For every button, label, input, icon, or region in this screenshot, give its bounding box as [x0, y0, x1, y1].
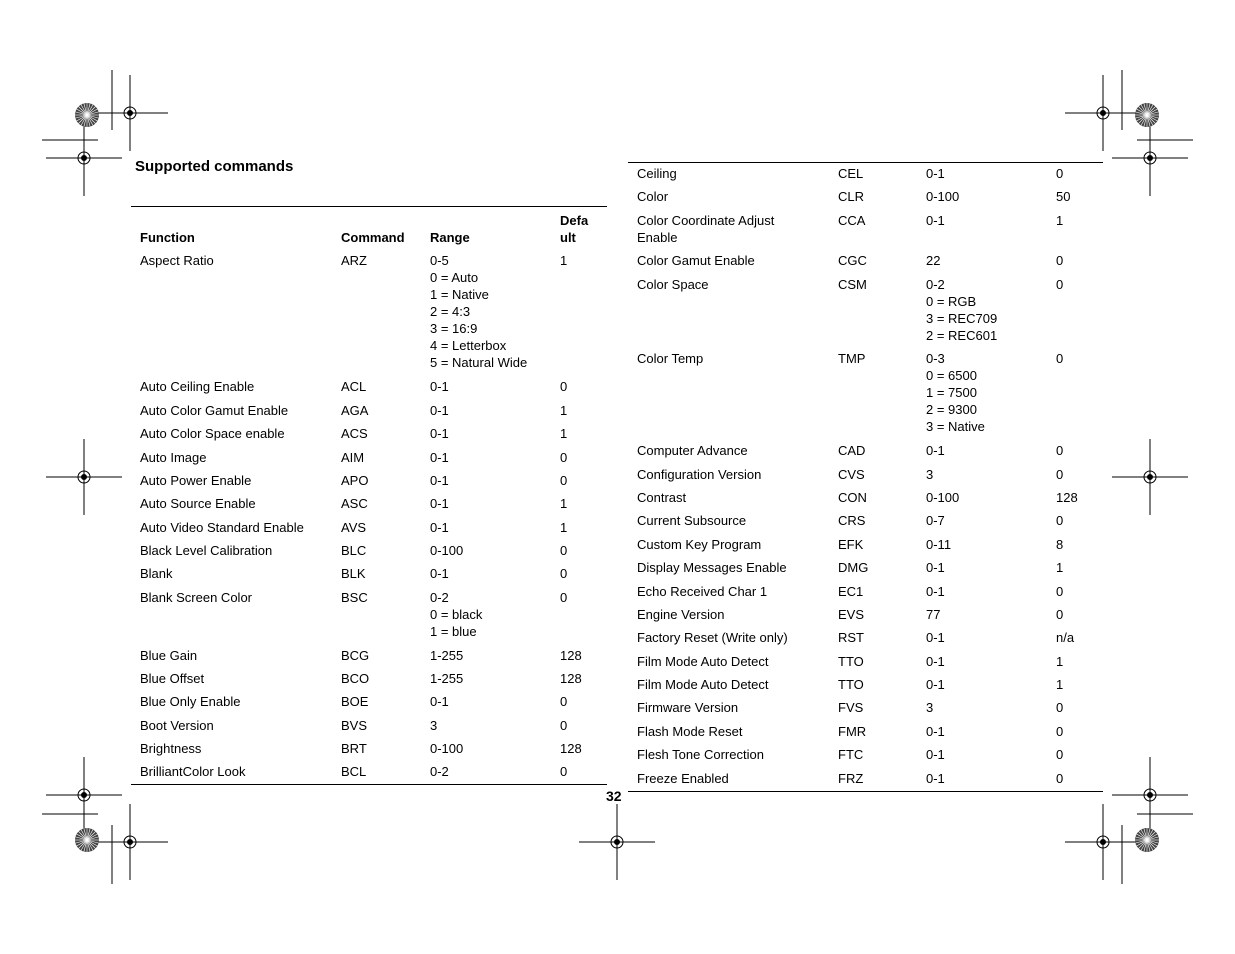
default-cell: n/a [1056, 630, 1075, 645]
function-cell: Configuration Version [637, 467, 762, 482]
function-cell: Blank [140, 566, 173, 581]
default-cell: 0 [560, 764, 568, 779]
command-cell: TMP [838, 351, 866, 366]
range-cell: 0-1 [926, 584, 945, 599]
range-cell: 0-1 [430, 520, 449, 535]
default-cell: 0 [560, 590, 568, 605]
default-cell: 1 [560, 520, 568, 535]
default-cell: 0 [560, 718, 568, 733]
range-cell: 0-1 [926, 443, 945, 458]
range-cell: 0-1 [926, 677, 945, 692]
function-cell: Black Level Calibration [140, 543, 273, 558]
range-cell: 0-1 [430, 379, 449, 394]
function-cell: Computer Advance [637, 443, 748, 458]
range-cell: 0-1 [926, 654, 945, 669]
function-cell: BrilliantColor Look [140, 764, 246, 779]
range-cell: 0-1 [926, 560, 945, 575]
function-cell: Brightness [140, 741, 202, 756]
command-cell: BCO [341, 671, 370, 686]
range-cell: 0-7 [926, 513, 945, 528]
command-cell: BRT [341, 741, 367, 756]
function-cell: Ceiling [637, 166, 677, 181]
range-cell: 3 [926, 467, 934, 482]
command-cell: ACS [341, 426, 368, 441]
default-cell: 0 [1056, 724, 1064, 739]
function-cell: Engine Version [637, 607, 725, 622]
left-table-bottom-rule [131, 784, 607, 785]
right-table-bottom-rule [628, 791, 1103, 792]
command-cell: BLC [341, 543, 367, 558]
header-function: Function [140, 230, 195, 245]
range-cell: 0-1 [430, 473, 449, 488]
default-cell: 0 [1056, 277, 1064, 292]
command-cell: BCL [341, 764, 367, 779]
default-cell: 0 [1056, 607, 1064, 622]
function-cell: Blank Screen Color [140, 590, 252, 605]
default-cell: 8 [1056, 537, 1064, 552]
command-cell: CSM [838, 277, 867, 292]
range-cell: 0-5 0 = Auto 1 = Native 2 = 4:3 3 = 16:9 4 = Letterbox 5 = Natural Wide [430, 253, 528, 370]
range-cell: 3 [430, 718, 438, 733]
function-cell: Color Coordinate Adjust Enable [637, 213, 775, 245]
function-cell: Blue Gain [140, 648, 198, 663]
function-cell: Firmware Version [637, 700, 739, 715]
range-cell: 0-2 0 = black 1 = blue [430, 590, 483, 639]
command-cell: EC1 [838, 584, 864, 599]
default-cell: 1 [1056, 213, 1064, 228]
function-cell: Flash Mode Reset [637, 724, 743, 739]
range-cell: 0-1 [430, 426, 449, 441]
default-cell: 1 [1056, 654, 1064, 669]
command-cell: CEL [838, 166, 864, 181]
command-cell: CLR [838, 189, 865, 204]
left-table-top-rule [131, 206, 607, 207]
default-cell: 128 [560, 648, 582, 663]
default-cell: 0 [560, 450, 568, 465]
default-cell: 50 [1056, 189, 1071, 204]
function-cell: Auto Color Gamut Enable [140, 403, 289, 418]
range-cell: 0-100 [430, 543, 464, 558]
function-cell: Echo Received Char 1 [637, 584, 768, 599]
range-cell: 0-100 [926, 189, 960, 204]
function-cell: Auto Source Enable [140, 496, 256, 511]
range-cell: 0-1 [926, 213, 945, 228]
command-cell: AGA [341, 403, 369, 418]
default-cell: 0 [560, 694, 568, 709]
command-cell: FTC [838, 747, 864, 762]
function-cell: Aspect Ratio [140, 253, 214, 268]
function-cell: Film Mode Auto Detect [637, 677, 769, 692]
command-cell: BLK [341, 566, 366, 581]
range-cell: 0-2 [430, 764, 449, 779]
default-cell: 1 [560, 426, 568, 441]
command-cell: BSC [341, 590, 368, 605]
default-cell: 0 [560, 543, 568, 558]
default-cell: 0 [560, 379, 568, 394]
command-cell: CON [838, 490, 867, 505]
function-cell: Flesh Tone Correction [637, 747, 764, 762]
function-cell: Freeze Enabled [637, 771, 729, 786]
command-cell: FRZ [838, 771, 864, 786]
command-cell: AVS [341, 520, 367, 535]
default-cell: 1 [560, 403, 568, 418]
function-cell: Contrast [637, 490, 687, 505]
range-cell: 0-100 [926, 490, 960, 505]
default-cell: 128 [560, 741, 582, 756]
command-cell: TTO [838, 654, 864, 669]
command-cell: FVS [838, 700, 864, 715]
default-cell: 0 [560, 473, 568, 488]
range-cell: 1-255 [430, 648, 464, 663]
default-cell: 1 [560, 496, 568, 511]
command-cell: BCG [341, 648, 370, 663]
default-cell: 0 [1056, 166, 1064, 181]
command-cell: EFK [838, 537, 864, 552]
range-cell: 0-1 [430, 694, 449, 709]
command-cell: AIM [341, 450, 365, 465]
default-cell: 1 [1056, 560, 1064, 575]
default-cell: 0 [1056, 351, 1064, 366]
page-number: 32 [606, 788, 622, 804]
default-cell: 0 [1056, 771, 1064, 786]
default-cell: 0 [1056, 467, 1064, 482]
command-cell: ACL [341, 379, 367, 394]
command-cell: FMR [838, 724, 867, 739]
function-cell: Blue Only Enable [140, 694, 241, 709]
function-cell: Display Messages Enable [637, 560, 787, 575]
default-cell: 128 [1056, 490, 1078, 505]
range-cell: 0-11 [926, 537, 952, 552]
function-cell: Auto Image [140, 450, 207, 465]
default-cell: 0 [1056, 700, 1064, 715]
command-cell: CVS [838, 467, 865, 482]
range-cell: 0-1 [430, 403, 449, 418]
command-cell: APO [341, 473, 369, 488]
command-cell: EVS [838, 607, 865, 622]
right-table-top-rule [628, 162, 1103, 163]
function-cell: Custom Key Program [637, 537, 762, 552]
header-default: Defa ult [560, 213, 589, 245]
section-title: Supported commands [135, 158, 294, 175]
range-cell: 0-1 [430, 450, 449, 465]
range-cell: 77 [926, 607, 941, 622]
default-cell: 0 [1056, 253, 1064, 268]
default-cell: 0 [1056, 513, 1064, 528]
default-cell: 0 [560, 566, 568, 581]
function-cell: Color Space [637, 277, 709, 292]
function-cell: Color Gamut Enable [637, 253, 755, 268]
function-cell: Auto Color Space enable [140, 426, 285, 441]
function-cell: Auto Power Enable [140, 473, 252, 488]
range-cell: 0-1 [430, 566, 449, 581]
function-cell: Color [637, 189, 669, 204]
range-cell: 0-2 0 = RGB 3 = REC709 2 = REC601 [926, 277, 998, 343]
function-cell: Blue Offset [140, 671, 205, 686]
function-cell: Color Temp [637, 351, 704, 366]
function-cell: Factory Reset (Write only) [637, 630, 788, 645]
header-range: Range [430, 230, 470, 245]
header-command: Command [341, 230, 405, 245]
default-cell: 1 [560, 253, 568, 268]
command-cell: ARZ [341, 253, 367, 268]
command-cell: CCA [838, 213, 866, 228]
range-cell: 0-1 [926, 166, 945, 181]
range-cell: 0-3 0 = 6500 1 = 7500 2 = 9300 3 = Native [926, 351, 985, 434]
command-cell: CGC [838, 253, 867, 268]
default-cell: 0 [1056, 584, 1064, 599]
command-cell: CRS [838, 513, 866, 528]
command-cell: ASC [341, 496, 368, 511]
command-cell: BVS [341, 718, 368, 733]
range-cell: 0-1 [926, 630, 945, 645]
default-cell: 0 [1056, 443, 1064, 458]
range-cell: 1-255 [430, 671, 464, 686]
default-cell: 128 [560, 671, 582, 686]
function-cell: Auto Ceiling Enable [140, 379, 255, 394]
range-cell: 0-1 [430, 496, 449, 511]
command-cell: TTO [838, 677, 864, 692]
command-cell: BOE [341, 694, 369, 709]
function-cell: Film Mode Auto Detect [637, 654, 769, 669]
command-cell: CAD [838, 443, 866, 458]
default-cell: 1 [1056, 677, 1064, 692]
range-cell: 0-100 [430, 741, 464, 756]
command-cell: RST [838, 630, 864, 645]
command-cell: DMG [838, 560, 869, 575]
range-cell: 22 [926, 253, 941, 268]
range-cell: 0-1 [926, 771, 945, 786]
range-cell: 0-1 [926, 747, 945, 762]
range-cell: 3 [926, 700, 934, 715]
default-cell: 0 [1056, 747, 1064, 762]
function-cell: Auto Video Standard Enable [140, 520, 304, 535]
function-cell: Current Subsource [637, 513, 747, 528]
function-cell: Boot Version [140, 718, 214, 733]
range-cell: 0-1 [926, 724, 945, 739]
